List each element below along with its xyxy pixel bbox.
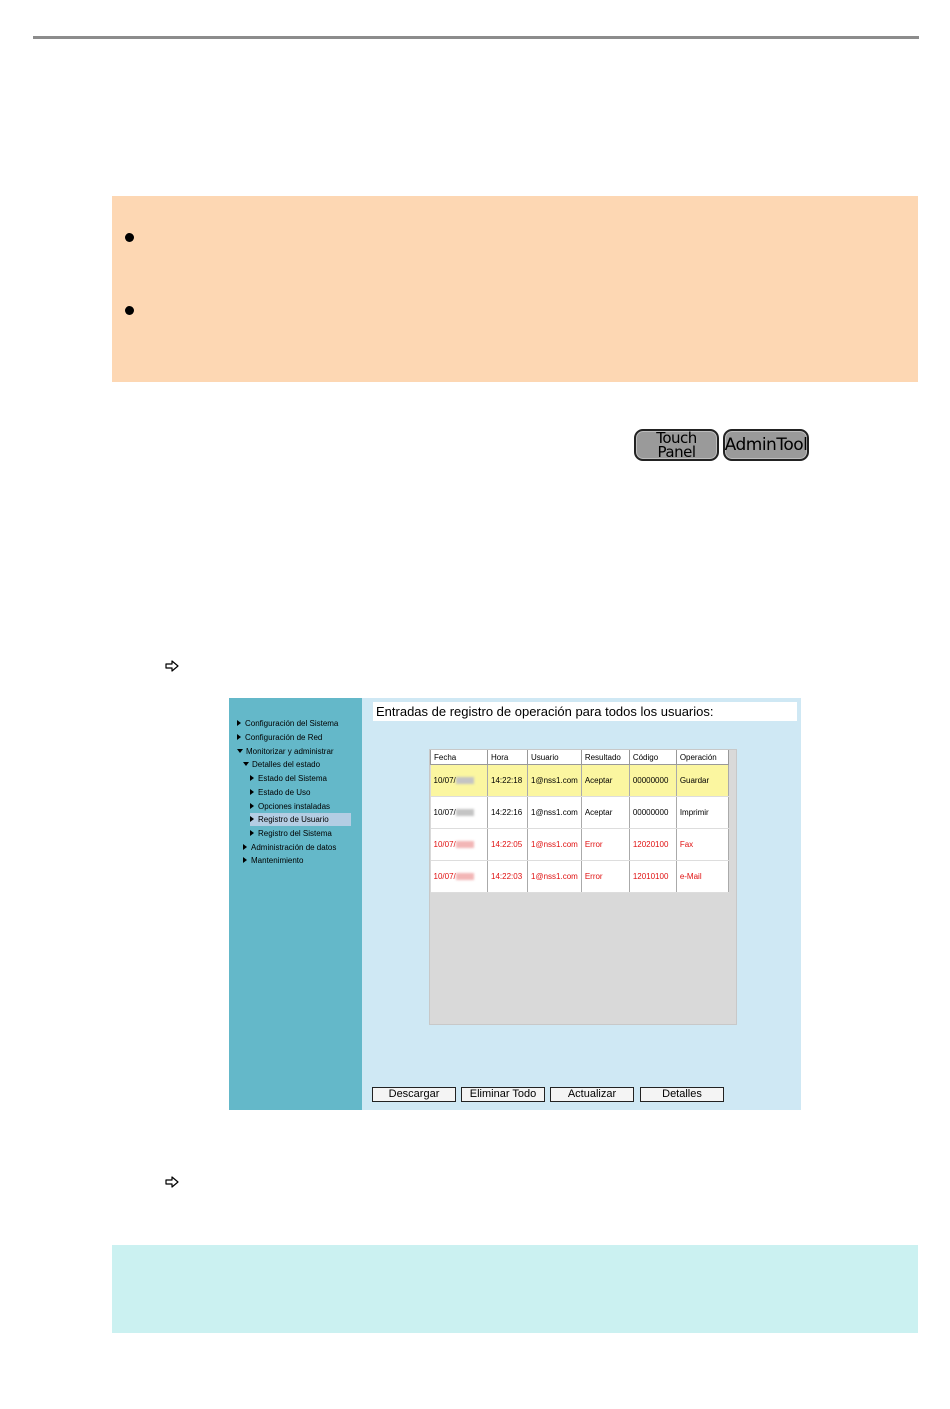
bullet-1	[125, 233, 134, 242]
sidebar-item-status-details[interactable]: Detalles del estado	[243, 760, 320, 770]
cell-result: Aceptar	[581, 765, 629, 797]
cell-date: 10/07/	[431, 797, 488, 829]
result-arrow-icon	[165, 1176, 179, 1188]
details-button[interactable]: Detalles	[640, 1087, 724, 1102]
cell-result: Aceptar	[581, 797, 629, 829]
cell-time: 14:22:16	[488, 797, 528, 829]
expand-arrow-icon	[250, 775, 254, 781]
cell-result: Error	[581, 829, 629, 861]
sidebar-item-maintenance[interactable]: Mantenimiento	[243, 856, 303, 866]
blurred-year	[456, 809, 474, 816]
page-title: Entradas de registro de operación para todos los usuarios:	[376, 704, 714, 719]
log-table-panel	[429, 749, 737, 1025]
expand-arrow-icon	[250, 789, 254, 795]
bullet-2	[125, 306, 134, 315]
cell-code: 12020100	[629, 829, 676, 861]
col-header-time[interactable]: Hora	[488, 750, 528, 765]
cell-operation: Fax	[676, 829, 728, 861]
col-header-code[interactable]: Código	[629, 750, 676, 765]
user-log-screenshot	[229, 698, 801, 1110]
expand-arrow-icon	[237, 720, 241, 726]
expand-arrow-icon	[250, 816, 254, 822]
sidebar-item-usage-status[interactable]: Estado de Uso	[250, 788, 310, 798]
sidebar-nav	[229, 698, 362, 1110]
caution-box	[112, 196, 918, 382]
refresh-button[interactable]: Actualizar	[550, 1087, 634, 1102]
cell-result: Error	[581, 861, 629, 893]
sidebar-item-installed-options[interactable]: Opciones instaladas	[250, 802, 330, 812]
page-title-bar	[373, 702, 797, 721]
touch-panel-badge: Touch Panel	[634, 429, 719, 461]
col-header-user[interactable]: Usuario	[528, 750, 582, 765]
cell-date: 10/07/	[431, 861, 488, 893]
sidebar-item-system-status[interactable]: Estado del Sistema	[250, 774, 327, 784]
collapse-arrow-icon	[237, 749, 243, 753]
cell-code: 00000000	[629, 797, 676, 829]
cell-user: 1@nss1.com	[528, 797, 582, 829]
download-button[interactable]: Descargar	[372, 1087, 456, 1102]
cell-time: 14:22:05	[488, 829, 528, 861]
sidebar-item-monitor-admin[interactable]: Monitorizar y administrar	[237, 747, 334, 757]
cell-date: 10/07/	[431, 829, 488, 861]
col-header-operation[interactable]: Operación	[676, 750, 728, 765]
sidebar-item-system-config[interactable]: Configuración del Sistema	[237, 719, 338, 729]
cell-user: 1@nss1.com	[528, 861, 582, 893]
cell-user: 1@nss1.com	[528, 765, 582, 797]
cell-code: 12010100	[629, 861, 676, 893]
col-header-result[interactable]: Resultado	[581, 750, 629, 765]
cell-time: 14:22:03	[488, 861, 528, 893]
hint-box	[112, 1245, 918, 1333]
table-row[interactable]	[431, 797, 729, 829]
table-row[interactable]	[431, 861, 729, 893]
collapse-arrow-icon	[243, 762, 249, 766]
sidebar-item-user-log[interactable]: Registro de Usuario	[250, 813, 351, 826]
blurred-year	[456, 841, 474, 848]
sidebar-item-data-admin[interactable]: Administración de datos	[243, 843, 336, 853]
blurred-year	[456, 873, 474, 880]
result-arrow-icon	[165, 660, 179, 672]
cell-user: 1@nss1.com	[528, 829, 582, 861]
sidebar-item-system-log[interactable]: Registro del Sistema	[250, 829, 332, 839]
top-divider	[33, 36, 919, 39]
blurred-year	[456, 777, 474, 784]
expand-arrow-icon	[243, 844, 247, 850]
cell-operation: e-Mail	[676, 861, 728, 893]
expand-arrow-icon	[250, 803, 254, 809]
col-header-date[interactable]: Fecha	[431, 750, 488, 765]
expand-arrow-icon	[250, 830, 254, 836]
delete-all-button[interactable]: Eliminar Todo	[461, 1087, 545, 1102]
cell-time: 14:22:18	[488, 765, 528, 797]
cell-date: 10/07/	[431, 765, 488, 797]
table-row[interactable]	[431, 829, 729, 861]
table-row[interactable]	[431, 765, 729, 797]
sidebar-item-network-config[interactable]: Configuración de Red	[237, 733, 322, 743]
expand-arrow-icon	[243, 857, 247, 863]
log-table	[430, 750, 729, 893]
cell-operation: Guardar	[676, 765, 728, 797]
expand-arrow-icon	[237, 734, 241, 740]
cell-code: 00000000	[629, 765, 676, 797]
admin-tool-badge: AdminTool	[723, 429, 809, 461]
cell-operation: Imprimir	[676, 797, 728, 829]
